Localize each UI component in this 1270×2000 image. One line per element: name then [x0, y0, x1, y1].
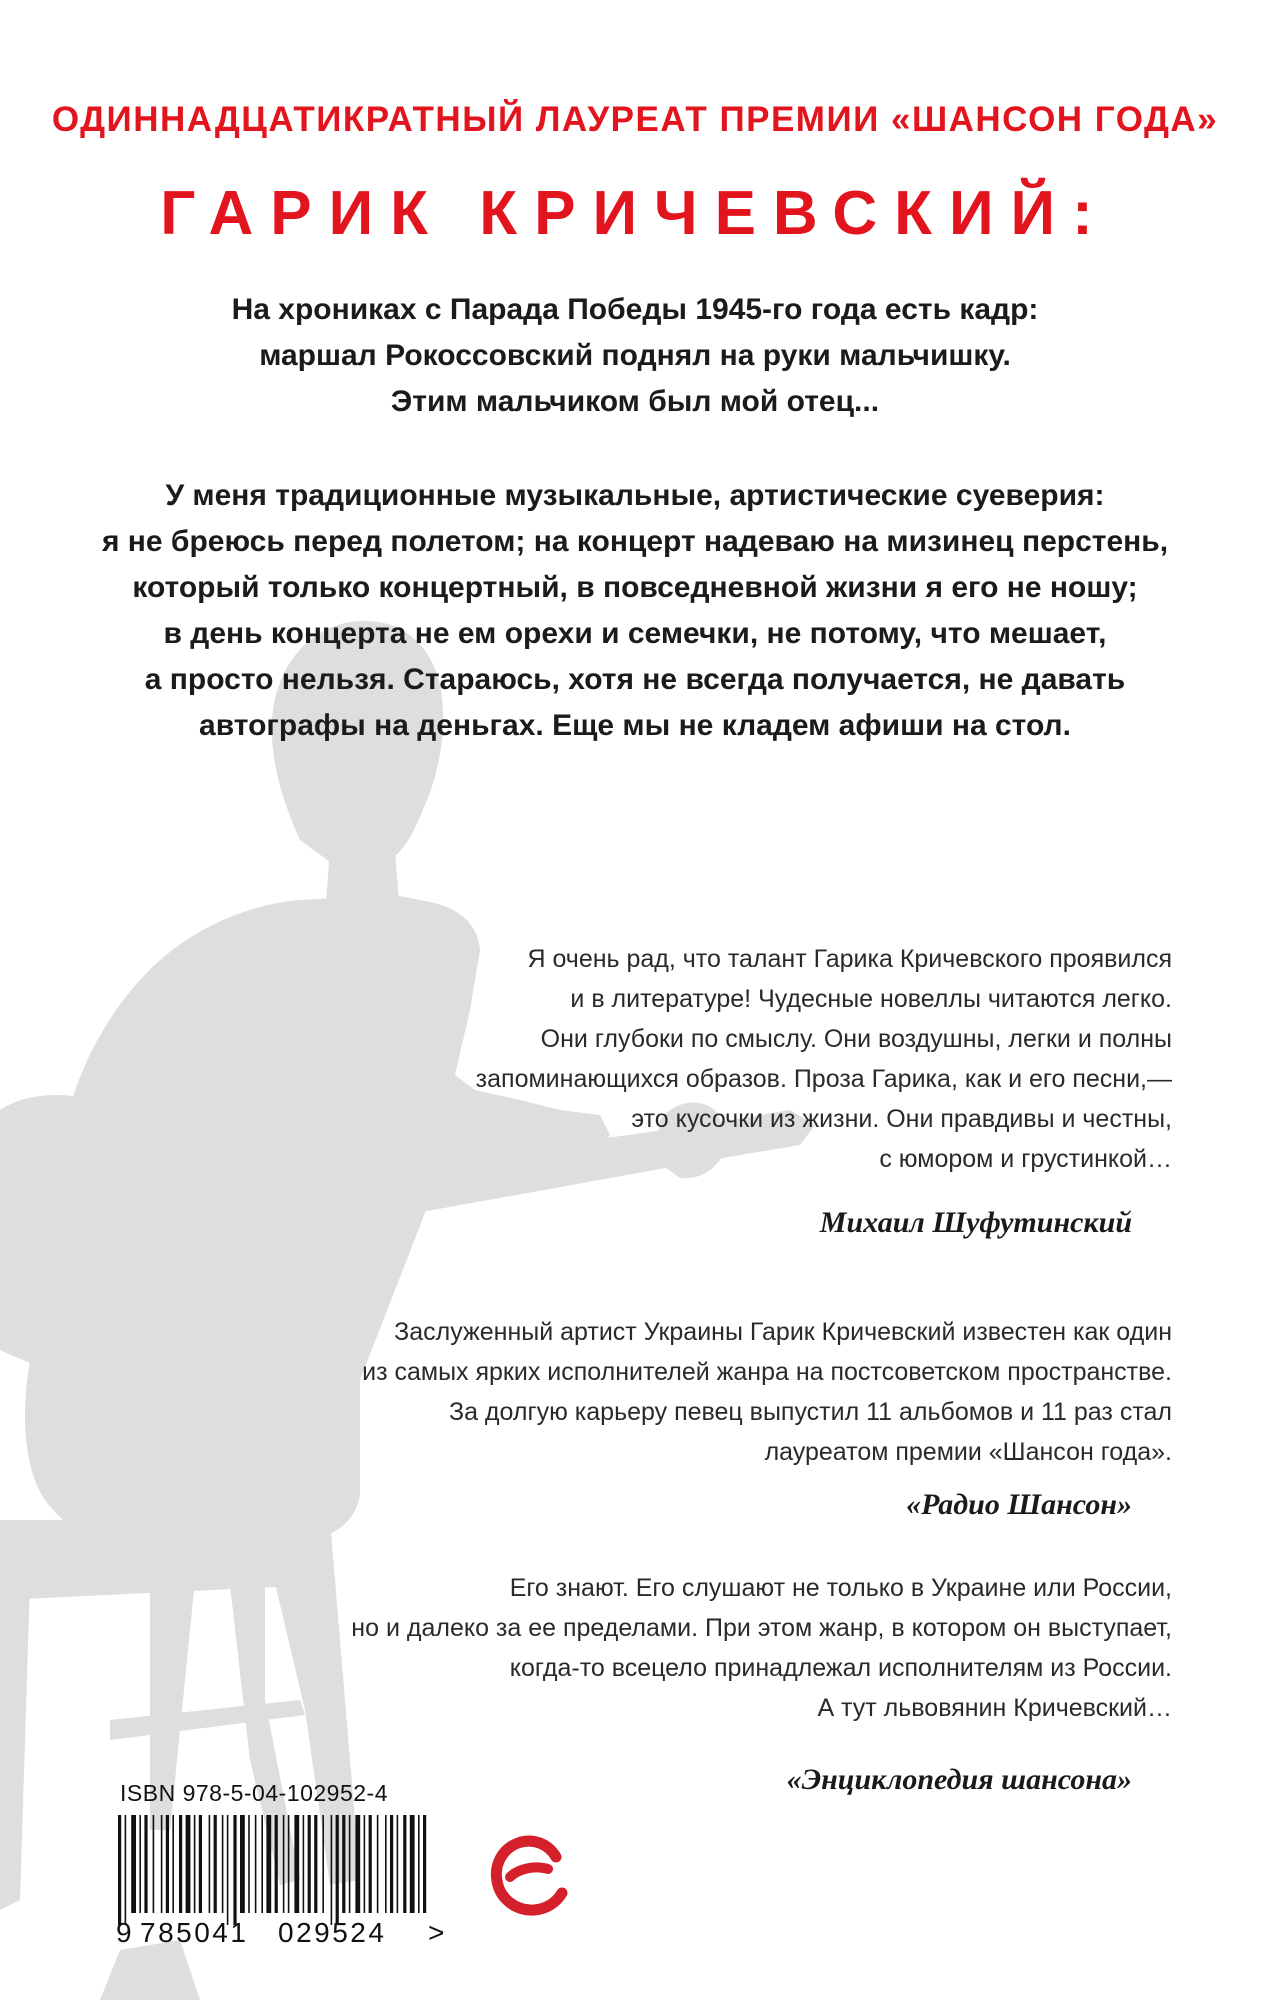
barcode-bar	[240, 1815, 245, 1913]
quote-line: Они глубоки по смыслу. Они воздушны, легки и полны	[540, 1025, 1172, 1053]
barcode-bar	[308, 1815, 311, 1913]
intro-paragraph-2	[0, 473, 1270, 749]
quote-line: Заслуженный артист Украины Гарик Кричевский известен как один	[394, 1318, 1172, 1346]
text-line: я не бреюсь перед полетом; на концерт надеваю на мизинец перстень,	[101, 525, 1169, 558]
text-line: а просто нельзя. Стараюсь, хотя не всегда получается, не давать	[144, 663, 1126, 696]
barcode-bar	[261, 1815, 263, 1913]
publisher-e-logo-icon	[488, 1833, 574, 1919]
barcode-bar	[369, 1815, 372, 1913]
barcode-bar	[303, 1815, 305, 1913]
barcode-bar	[275, 1815, 278, 1913]
barcode-bar	[227, 1815, 229, 1925]
barcode-bar	[349, 1815, 351, 1913]
barcode-bar	[118, 1815, 121, 1925]
barcode-bar	[288, 1815, 290, 1913]
quote-line: А тут львовянин Кричевский…	[817, 1694, 1172, 1722]
barcode-bar	[377, 1815, 379, 1913]
text-line: маршал Рокоссовский поднял на руки мальчишку.	[259, 339, 1011, 372]
barcode-bar	[342, 1815, 345, 1913]
barcode-bar	[131, 1815, 136, 1913]
quote-line: это кусочки из жизни. Они правдивы и честны,	[631, 1105, 1172, 1133]
quote-attribution: «Радио Шансон»	[906, 1488, 1132, 1521]
text-line: в день концерта не ем орехи и семечки, не потому, что мешает,	[163, 617, 1107, 650]
barcode-bar	[403, 1815, 406, 1913]
barcode-bar	[294, 1815, 299, 1913]
barcode-bar	[364, 1815, 366, 1913]
barcode-bar	[139, 1815, 141, 1913]
barcode-bar	[397, 1815, 399, 1913]
barcode-bar	[172, 1815, 174, 1913]
barcode-bar	[209, 1815, 211, 1913]
quote-line: лауреатом премии «Шансон года».	[764, 1438, 1172, 1466]
barcode-bar	[331, 1815, 333, 1925]
barcode-bar	[125, 1815, 127, 1925]
barcode-bar	[248, 1815, 250, 1913]
barcode-digit-first: 9	[116, 1917, 132, 1948]
barcode-bar	[179, 1815, 182, 1913]
text-line: автографы на деньгах. Еще мы не кладем афиши на стол.	[199, 709, 1071, 742]
text-line: На хрониках с Парада Победы 1945-го года есть кадр:	[231, 293, 1039, 326]
author-name-heading: ГАРИК КРИЧЕВСКИЙ:	[160, 179, 1110, 248]
barcode-bar	[385, 1815, 387, 1913]
barcode-bar	[186, 1815, 191, 1913]
quote-line: и в литературе! Чудесные новеллы читаются легко.	[570, 985, 1172, 1013]
barcode-bar	[194, 1815, 196, 1913]
barcode-bar	[222, 1815, 224, 1913]
quote-line: с юмором и грустинкой…	[879, 1145, 1172, 1173]
text-line: Этим мальчиком был мой отец...	[390, 385, 880, 418]
barcode-digits	[112, 1917, 472, 1947]
quote-attribution: Михаил Шуфутинский	[819, 1206, 1132, 1239]
barcode-bar	[266, 1815, 271, 1913]
barcode-bar	[423, 1815, 426, 1913]
barcode-bar	[355, 1815, 360, 1913]
quote-line: запоминающихся образов. Проза Гарика, как и его песни,—	[475, 1065, 1172, 1093]
barcode-bar	[214, 1815, 217, 1913]
barcode-bar	[283, 1815, 285, 1913]
barcode-bar	[418, 1815, 420, 1913]
quote-encyclopedia	[351, 1568, 1172, 1728]
barcode-bar	[166, 1815, 169, 1913]
quote-line: из самых ярких исполнителей жанра на постсоветском пространстве.	[362, 1358, 1172, 1386]
quote-attribution: «Энциклопедия шансона»	[786, 1763, 1132, 1796]
barcode-bar	[199, 1815, 202, 1913]
intro-paragraph-1	[0, 287, 1270, 425]
barcode-bar	[390, 1815, 393, 1913]
isbn-label: ISBN 978-5-04-102952-4	[120, 1780, 388, 1806]
text-line: который только концертный, в повседневной жизни я его не ношу;	[132, 571, 1138, 604]
barcode-bar	[410, 1815, 415, 1913]
quote-line: За долгую карьеру певец выпустил 11 альбомов и 11 раз стал	[448, 1398, 1172, 1426]
barcode-digits-right: 029524	[278, 1917, 387, 1948]
text-line: У меня традиционные музыкальные, артистические суеверия:	[165, 479, 1105, 512]
barcode-bar	[144, 1815, 147, 1913]
kicker-heading: ОДИННАДЦАТИКРАТНЫЙ ЛАУРЕАТ ПРЕМИИ «ШАНСОН ГОДА»	[51, 100, 1219, 139]
barcode-arrow: >	[428, 1917, 445, 1948]
barcode-bar	[336, 1815, 339, 1925]
barcode-bar	[322, 1815, 324, 1913]
quote-line: но и далеко за ее пределами. При этом жанр, в котором он выступает,	[351, 1614, 1172, 1642]
quote-line: когда-то всецело принадлежал исполнителям из России.	[509, 1654, 1172, 1682]
barcode-bar	[161, 1815, 163, 1913]
quote-line: Я очень рад, что талант Гарика Кричевского проявился	[527, 945, 1172, 973]
barcode-bar	[233, 1815, 236, 1925]
quote-line: Его знают. Его слушают не только в Украине или России,	[509, 1574, 1172, 1602]
quote-shufutinsky	[476, 939, 1172, 1179]
barcode-bar	[153, 1815, 155, 1913]
barcode-digits-left: 785041	[140, 1917, 249, 1948]
barcode-bar	[314, 1815, 317, 1913]
barcode-bar	[255, 1815, 257, 1913]
quote-radio-shanson	[362, 1312, 1172, 1472]
